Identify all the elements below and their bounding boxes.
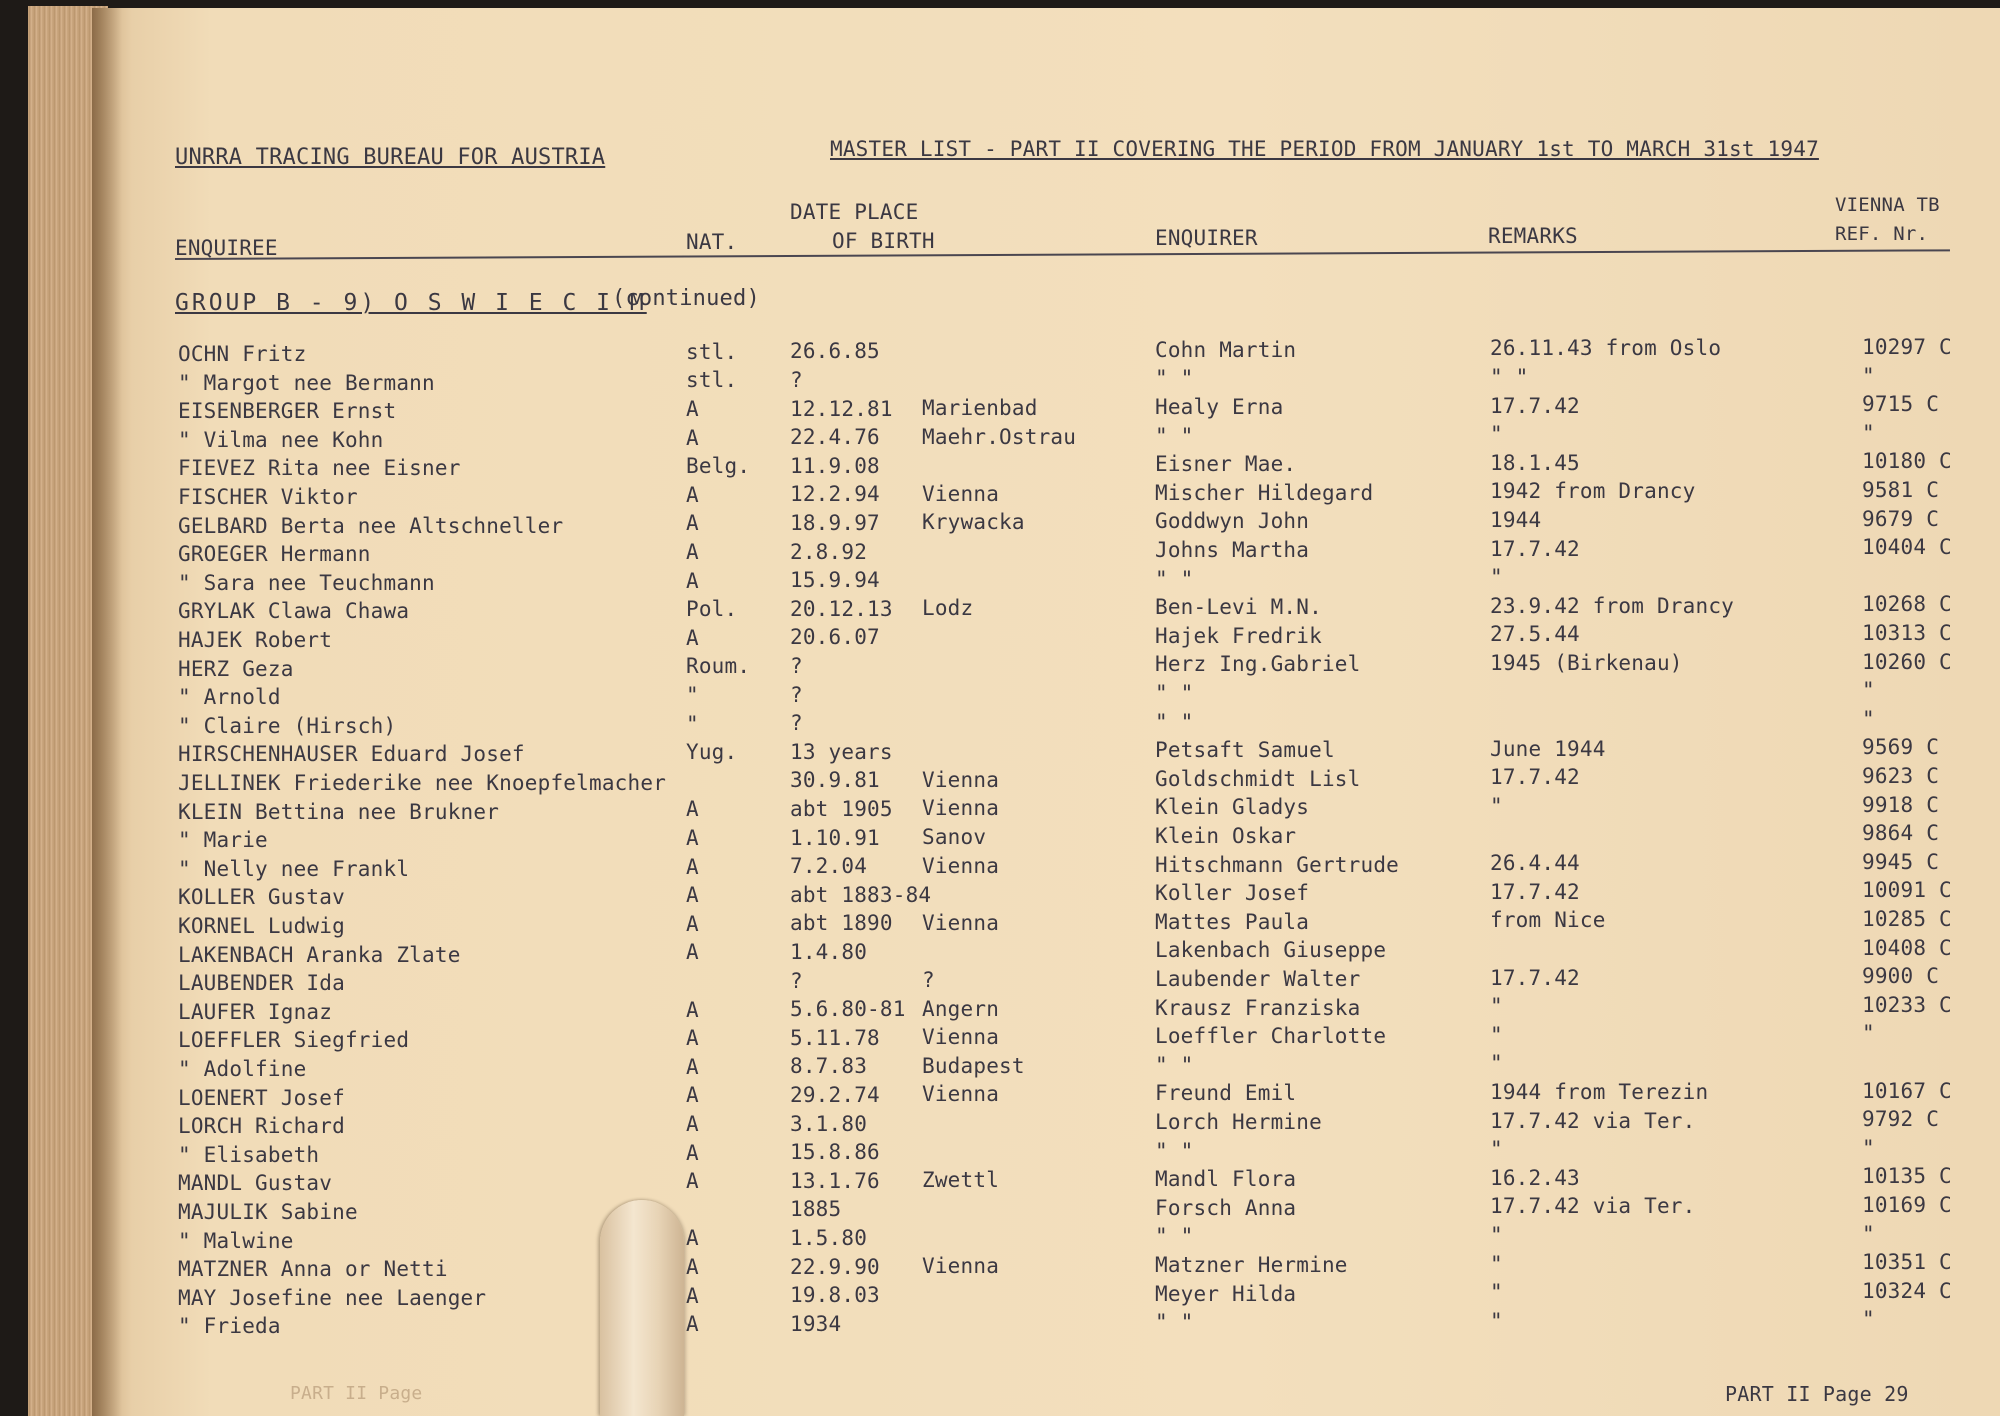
cell-birth-date: abt 1890 <box>790 911 893 936</box>
cell-ref: " <box>1862 363 1875 388</box>
cell-birth-date: ? <box>790 968 803 993</box>
cell-nat: A <box>686 911 699 936</box>
cell-enquirer: Krausz Franziska <box>1155 995 1361 1020</box>
cell-birth-place: Vienna <box>922 1254 1000 1279</box>
cell-birth-date: abt 1905 <box>790 797 893 822</box>
cell-enquirer: Mattes Paula <box>1155 909 1310 934</box>
cell-ref: 9581 C <box>1862 477 1940 502</box>
cell-nat: A <box>686 1312 699 1337</box>
cell-nat: stl. <box>686 368 738 393</box>
cell-enquiree: JELLINEK Friederike nee Knoepfelmacher <box>178 771 667 795</box>
cell-ref: 9715 C <box>1862 392 1940 417</box>
cell-remarks: 26.11.43 from Oslo <box>1490 336 1722 361</box>
column-nat: NAT. <box>686 230 738 254</box>
cell-birth-date: 13.1.76 <box>790 1168 880 1193</box>
cell-enquiree: MAJULIK Sabine <box>178 1200 358 1224</box>
cell-birth-date: 20.12.13 <box>790 596 893 621</box>
cell-enquiree: LORCH Richard <box>178 1114 345 1139</box>
cell-enquiree: HIRSCHENHAUSER Eduard Josef <box>178 742 525 767</box>
cell-remarks: 1942 from Drancy <box>1490 479 1696 504</box>
cell-enquirer: " " <box>1155 423 1194 448</box>
cell-remarks: " <box>1490 1251 1503 1276</box>
cell-enquirer: Eisner Mae. <box>1155 452 1297 477</box>
cell-enquirer: Cohn Martin <box>1155 337 1297 362</box>
cell-ref: 10135 C <box>1862 1164 1952 1189</box>
cell-enquirer: " " <box>1155 1052 1194 1077</box>
cell-birth-date: 5.11.78 <box>790 1025 880 1050</box>
document-sheet <box>92 8 2000 1416</box>
cell-birth-place: Vienna <box>922 767 1000 792</box>
cell-nat: A <box>686 1083 699 1108</box>
cell-nat: A <box>686 1169 699 1194</box>
cell-enquiree: LAUBENDER Ida <box>178 971 345 996</box>
page-tab-marker <box>600 1200 684 1416</box>
cell-remarks: 17.7.42 via Ter. <box>1490 1194 1696 1219</box>
cell-nat: Yug. <box>686 740 738 765</box>
cell-nat: A <box>686 1140 699 1165</box>
column-remarks: REMARKS <box>1488 224 1578 248</box>
cell-ref: " <box>1862 1221 1875 1246</box>
cell-nat: A <box>686 1026 699 1051</box>
cell-birth-date: 12.2.94 <box>790 482 880 507</box>
cell-birth-place: Vienna <box>922 853 1000 878</box>
cell-enquiree: HAJEK Robert <box>178 628 333 652</box>
cell-ref: 9679 C <box>1862 506 1940 531</box>
cell-nat: A <box>686 1054 699 1079</box>
cell-nat: A <box>686 997 699 1022</box>
cell-nat: A <box>686 397 699 422</box>
cell-enquiree: LOENERT Josef <box>178 1085 345 1110</box>
page-label: PART II Page 29 <box>1725 1382 1909 1406</box>
cell-enquirer: Herz Ing.Gabriel <box>1155 652 1361 677</box>
cell-enquirer: " " <box>1155 566 1194 591</box>
cell-ref: 9623 C <box>1862 763 1940 788</box>
cell-enquiree: " Margot nee Bermann <box>178 370 435 395</box>
cell-enquirer: " " <box>1155 366 1194 391</box>
cell-enquirer: Ben-Levi M.N. <box>1155 595 1322 620</box>
cell-enquirer: " " <box>1155 1224 1194 1249</box>
cell-nat: A <box>686 883 699 908</box>
cell-nat: " <box>686 683 699 708</box>
cell-ref: 10180 C <box>1862 449 1952 474</box>
cell-enquirer: Forsch Anna <box>1155 1195 1297 1220</box>
cell-birth-date: abt 1883-84 <box>790 882 932 907</box>
cell-ref: 9569 C <box>1862 735 1940 760</box>
cell-remarks: " <box>1490 1137 1503 1162</box>
cell-birth-date: 1.4.80 <box>790 940 868 965</box>
cell-enquirer: Mischer Hildegard <box>1155 480 1374 505</box>
cell-birth-date: 1.5.80 <box>790 1226 868 1251</box>
cell-enquirer: Klein Oskar <box>1155 824 1297 849</box>
cell-enquirer: " " <box>1155 681 1194 706</box>
cell-enquirer: Klein Gladys <box>1155 795 1310 820</box>
column-date-place-top: DATE PLACE <box>790 200 919 224</box>
cell-enquirer: Loeffler Charlotte <box>1155 1024 1387 1049</box>
cell-enquirer: Matzner Hermine <box>1155 1253 1348 1278</box>
cell-remarks: June 1944 <box>1490 736 1606 761</box>
cell-enquiree: OCHN Fritz <box>178 342 307 366</box>
bleed-through-text: PART II Page <box>290 1383 423 1404</box>
cell-enquirer: Koller Josef <box>1155 881 1310 906</box>
group-continued: (continued) <box>612 286 760 311</box>
cell-enquiree: GRYLAK Clawa Chawa <box>178 599 410 624</box>
cell-birth-date: ? <box>790 654 803 679</box>
cell-birth-place: Krywacka <box>922 510 1025 535</box>
cell-enquirer: Freund Emil <box>1155 1081 1297 1106</box>
cell-ref: 10091 C <box>1862 878 1952 903</box>
cell-ref: 10408 C <box>1862 935 1952 960</box>
cell-enquirer: Goddwyn John <box>1155 509 1310 534</box>
cell-enquirer: Healy Erna <box>1155 395 1284 420</box>
cell-nat: A <box>686 511 699 536</box>
cell-nat: stl. <box>686 339 738 364</box>
cell-nat: Pol. <box>686 597 738 622</box>
cell-birth-date: 5.6.80-81 <box>790 997 906 1022</box>
cell-birth-date: 7.2.04 <box>790 854 868 879</box>
cell-birth-place: Vienna <box>922 1025 1000 1050</box>
cell-enquiree: KLEIN Bettina nee Brukner <box>178 799 500 824</box>
cell-birth-date: 20.6.07 <box>790 625 880 650</box>
bureau-title: UNRRA TRACING BUREAU FOR AUSTRIA <box>175 145 606 170</box>
cell-birth-date: 12.12.81 <box>790 396 893 421</box>
cell-birth-date: 1.10.91 <box>790 825 880 850</box>
cell-ref: 9864 C <box>1862 821 1940 846</box>
cell-ref: 10297 C <box>1862 334 1952 359</box>
cell-ref: 9792 C <box>1862 1107 1940 1132</box>
cell-birth-place: Vienna <box>922 796 1000 821</box>
cell-remarks: " <box>1490 422 1503 447</box>
cell-enquirer: Lakenbach Giuseppe <box>1155 938 1387 963</box>
cell-ref: 10260 C <box>1862 649 1952 674</box>
cell-enquiree: " Frieda <box>178 1314 281 1339</box>
cell-ref: 10324 C <box>1862 1278 1952 1303</box>
cell-remarks: 18.1.45 <box>1490 450 1580 475</box>
cell-remarks: 1945 (Birkenau) <box>1490 651 1683 676</box>
cell-remarks: " " <box>1490 365 1529 390</box>
cell-remarks: 1944 <box>1490 508 1542 533</box>
cell-ref: " <box>1862 1307 1875 1332</box>
cell-ref: 9918 C <box>1862 792 1940 817</box>
cell-enquiree: LAKENBACH Aranka Zlate <box>178 942 461 967</box>
cell-enquirer: Goldschmidt Lisl <box>1155 766 1361 791</box>
cell-birth-place: ? <box>922 968 935 993</box>
cell-birth-place: Angern <box>922 996 1000 1021</box>
cell-enquiree: " Vilma nee Kohn <box>178 427 384 452</box>
cell-enquiree: MATZNER Anna or Netti <box>178 1257 448 1282</box>
cell-birth-place: Lodz <box>922 596 974 621</box>
cell-remarks: " <box>1490 1022 1503 1047</box>
cell-birth-place: Budapest <box>922 1053 1025 1078</box>
cell-nat: A <box>686 1112 699 1137</box>
cell-birth-date: 8.7.83 <box>790 1054 868 1079</box>
gutter-shadow <box>92 8 122 1416</box>
cell-enquiree: " Marie <box>178 828 268 853</box>
cell-ref: 10404 C <box>1862 535 1952 560</box>
cell-remarks: " <box>1490 1223 1503 1248</box>
column-ref-top: VIENNA TB <box>1835 194 1940 216</box>
cell-birth-date: ? <box>790 682 803 707</box>
cell-ref: 10313 C <box>1862 620 1952 645</box>
cell-enquiree: " Malwine <box>178 1228 294 1253</box>
cell-ref: 9900 C <box>1862 964 1940 989</box>
cell-enquiree: " Arnold <box>178 685 281 710</box>
cell-birth-date: 26.6.85 <box>790 339 880 364</box>
cell-birth-date: 22.9.90 <box>790 1254 880 1279</box>
cell-remarks: " <box>1490 1051 1503 1076</box>
cell-ref: 10233 C <box>1862 992 1952 1017</box>
cell-birth-date: ? <box>790 368 803 393</box>
cell-nat: A <box>686 1226 699 1251</box>
column-ref-bottom: REF. Nr. <box>1835 223 1929 245</box>
cell-enquiree: LOEFFLER Siegfried <box>178 1028 410 1053</box>
cell-enquiree: KOLLER Gustav <box>178 885 345 910</box>
cell-ref: 10285 C <box>1862 906 1952 931</box>
cell-ref: " <box>1862 678 1875 703</box>
cell-enquirer: " " <box>1155 1138 1194 1163</box>
cell-remarks: 27.5.44 <box>1490 622 1580 647</box>
cell-birth-date: 30.9.81 <box>790 768 880 793</box>
cell-birth-date: 2.8.92 <box>790 539 868 564</box>
cell-remarks: 26.4.44 <box>1490 851 1580 876</box>
cell-ref: 10351 C <box>1862 1250 1952 1275</box>
cell-birth-date: 15.9.94 <box>790 568 880 593</box>
cell-enquiree: GROEGER Hermann <box>178 542 371 567</box>
cell-birth-place: Zwettl <box>922 1168 1000 1193</box>
cell-nat: A <box>686 940 699 965</box>
cell-remarks: 23.9.42 from Drancy <box>1490 593 1735 618</box>
cell-remarks: 17.7.42 <box>1490 536 1580 561</box>
cell-nat: A <box>686 568 699 593</box>
cell-birth-date: 19.8.03 <box>790 1283 880 1308</box>
cell-nat: A <box>686 425 699 450</box>
cell-enquiree: " Nelly nee Frankl <box>178 856 410 881</box>
cell-enquiree: " Adolfine <box>178 1057 307 1081</box>
master-list-title: MASTER LIST - PART II COVERING THE PERIOD FROM JANUARY 1st TO MARCH 31st 1947 <box>830 137 1819 161</box>
cell-remarks: 17.7.42 <box>1490 765 1580 790</box>
cell-nat: A <box>686 1283 699 1308</box>
cell-enquiree: HERZ Geza <box>178 656 294 681</box>
cell-nat: A <box>686 1255 699 1280</box>
cell-enquirer: Laubender Walter <box>1155 967 1361 992</box>
cell-enquiree: LAUFER Ignaz <box>178 999 333 1024</box>
cell-remarks: " <box>1490 994 1503 1019</box>
cell-ref: 9945 C <box>1862 849 1940 874</box>
cell-birth-date: 18.9.97 <box>790 511 880 536</box>
cell-remarks: " <box>1490 794 1503 819</box>
cell-nat: A <box>686 797 699 822</box>
cell-enquiree: " Sara nee Teuchmann <box>178 570 435 595</box>
cell-birth-date: 22.4.76 <box>790 425 880 450</box>
cell-ref: 10167 C <box>1862 1078 1952 1103</box>
cell-nat: " <box>686 711 699 736</box>
cell-enquirer: Hitschmann Gertrude <box>1155 852 1400 877</box>
cell-enquirer: Petsaft Samuel <box>1155 738 1335 763</box>
group-title: GROUP B - 9) O S W I E C I M <box>175 290 647 316</box>
cell-birth-date: 1885 <box>790 1197 842 1222</box>
cell-enquiree: GELBARD Berta nee Altschneller <box>178 513 564 538</box>
cell-birth-date: ? <box>790 711 803 736</box>
cell-remarks: from Nice <box>1490 908 1606 933</box>
cell-remarks: 1944 from Terezin <box>1490 1080 1709 1105</box>
cell-birth-place: Sanov <box>922 825 987 850</box>
cell-nat: A <box>686 826 699 851</box>
cell-enquirer: Lorch Hermine <box>1155 1110 1322 1135</box>
cell-remarks: 17.7.42 <box>1490 965 1580 990</box>
cell-ref: " <box>1862 706 1875 731</box>
cell-nat: A <box>686 482 699 507</box>
cell-ref: 10268 C <box>1862 592 1952 617</box>
cell-enquiree: " Claire (Hirsch) <box>178 713 397 738</box>
cell-enquirer: " " <box>1155 709 1194 734</box>
cell-birth-date: 29.2.74 <box>790 1083 880 1108</box>
cell-enquiree: MAY Josefine nee Laenger <box>178 1285 487 1310</box>
cell-enquirer: Meyer Hilda <box>1155 1281 1297 1306</box>
cell-birth-date: 15.8.86 <box>790 1140 880 1165</box>
cell-enquiree: EISENBERGER Ernst <box>178 399 397 424</box>
column-enquiree: ENQUIREE <box>175 236 278 260</box>
cell-birth-date: 11.9.08 <box>790 453 880 478</box>
cell-birth-place: Maehr.Ostrau <box>922 424 1077 449</box>
cell-birth-date: 3.1.80 <box>790 1111 868 1136</box>
cell-remarks: 16.2.43 <box>1490 1165 1580 1190</box>
cell-remarks: 17.7.42 <box>1490 879 1580 904</box>
cell-birth-place: Vienna <box>922 910 1000 935</box>
cell-enquiree: KORNEL Ludwig <box>178 914 345 938</box>
cell-enquiree: FIEVEZ Rita nee Eisner <box>178 456 461 481</box>
cell-remarks: " <box>1490 1308 1503 1333</box>
cell-birth-place: Vienna <box>922 481 1000 506</box>
cell-enquiree: FISCHER Viktor <box>178 485 358 509</box>
cell-ref: " <box>1862 1021 1875 1046</box>
cell-birth-date: 1934 <box>790 1311 842 1336</box>
cell-remarks: " <box>1490 565 1503 590</box>
cell-enquirer: Mandl Flora <box>1155 1167 1297 1192</box>
cell-remarks: 17.7.42 <box>1490 393 1580 418</box>
cell-birth-date: 13 years <box>790 739 893 764</box>
cell-nat: Roum. <box>686 654 751 679</box>
column-enquirer: ENQUIRER <box>1155 226 1258 250</box>
cell-birth-place: Marienbad <box>922 396 1038 421</box>
cell-nat: A <box>686 540 699 565</box>
cell-ref: " <box>1862 1135 1875 1160</box>
cell-remarks: " <box>1490 1280 1503 1305</box>
cell-remarks: 17.7.42 via Ter. <box>1490 1108 1696 1133</box>
cell-ref: 10169 C <box>1862 1192 1952 1217</box>
column-of-birth: OF BIRTH <box>832 229 935 253</box>
cell-enquirer: Johns Martha <box>1155 538 1310 563</box>
cell-enquiree: " Elisabeth <box>178 1142 320 1167</box>
cell-nat: A <box>686 625 699 650</box>
cell-nat: A <box>686 854 699 879</box>
cell-enquirer: Hajek Fredrik <box>1155 623 1322 648</box>
cell-birth-place: Vienna <box>922 1082 1000 1107</box>
cell-enquiree: MANDL Gustav <box>178 1171 333 1196</box>
cell-enquirer: " " <box>1155 1310 1194 1335</box>
cell-ref: " <box>1862 420 1875 445</box>
cell-nat: Belg. <box>686 454 751 479</box>
